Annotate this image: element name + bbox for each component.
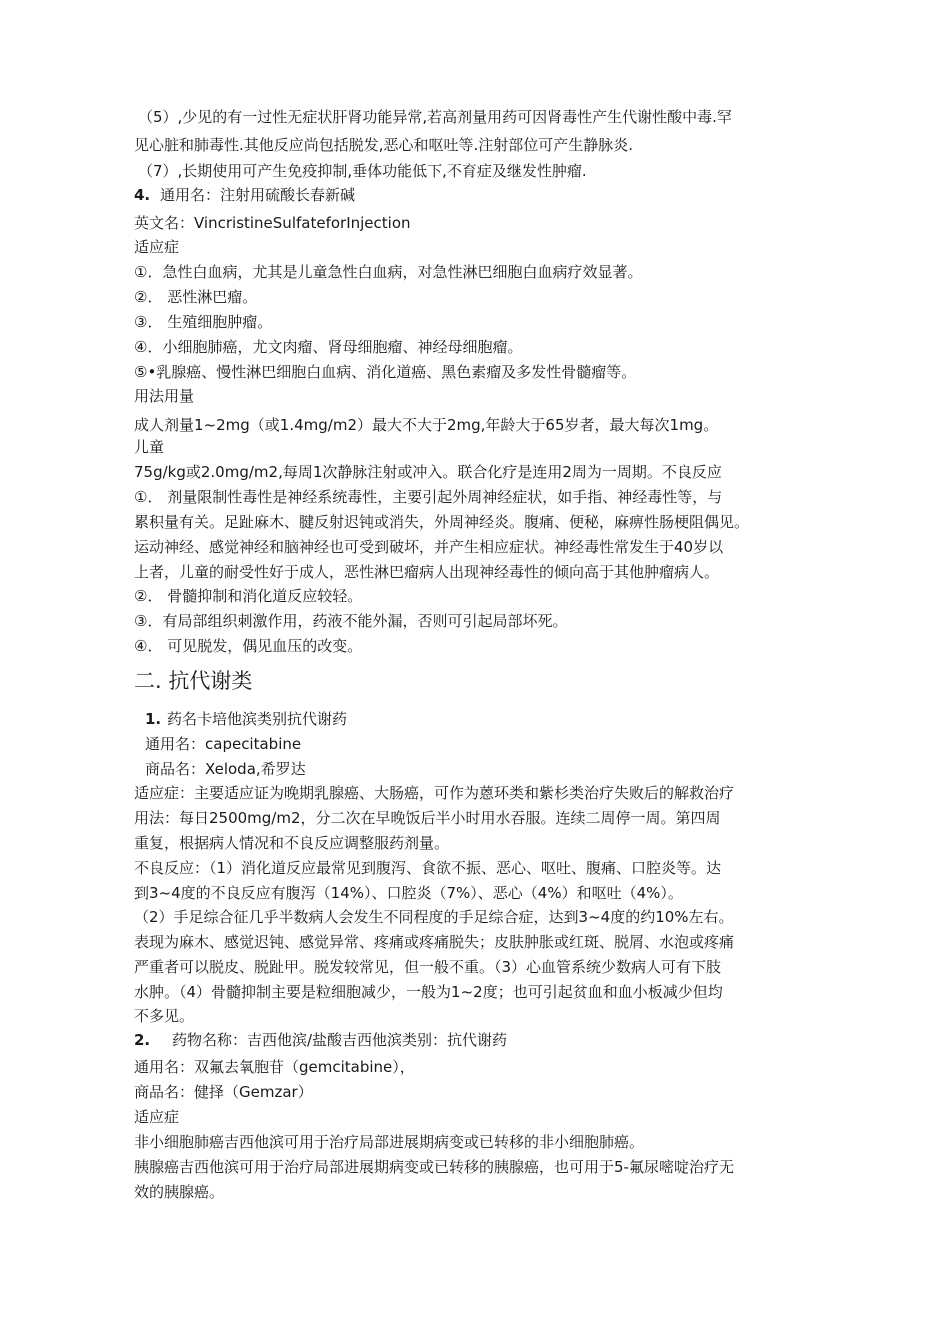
- list-item: ③．有局部组织刺激作用，药液不能外漏，否则可引起局部坏死。: [134, 612, 568, 630]
- text-line: 上者，儿童的耐受性好于成人，恶性淋巴瘤病人出现神经毒性的倾向高于其他肿瘤病人。: [134, 563, 720, 581]
- list-item: ①．急性白血病，尤其是儿童急性白血病，对急性淋巴细胞白血病疗效显著。: [134, 263, 643, 281]
- item-number: 4.: [134, 186, 151, 204]
- item-number: 1.: [145, 710, 162, 728]
- text-line: （5）,少见的有一过性无症状肝肾功能异常,若高剂量用药可因肾毒性产生代谢性酸中毒.罕: [138, 108, 732, 126]
- list-item: ⑤•乳腺癌、慢性淋巴细胞白血病、消化道癌、黑色素瘤及多发性骨髓瘤等。: [134, 363, 637, 381]
- text-line: 英文名：VincristineSulfateforInjection: [134, 214, 411, 232]
- list-item: ③． 生殖细胞肿瘤。: [134, 313, 273, 331]
- text-line: 不良反应：（1）消化道反应最常见到腹泻、食欲不振、恶心、呕吐、腹痛、口腔炎等。达: [134, 859, 722, 877]
- chapter-heading: 二. 抗代谢类: [134, 669, 253, 693]
- section-heading: [134, 1030, 507, 1050]
- text-line: 效的胰腺癌。: [134, 1183, 225, 1201]
- section-heading: [134, 185, 355, 205]
- text-line: 用法：每日2500mg/m2，分二次在早晚饭后半小时用水吞服。连续二周停一周。第四周: [134, 809, 721, 827]
- text-line: 水肿。（4）骨髓抑制主要是粒细胞减少，一般为1~2度；也可引起贫血和血小板减少但均: [134, 983, 723, 1001]
- text-line: 用法用量: [134, 387, 195, 405]
- text-line: （2）手足综合征几乎半数病人会发生不同程度的手足综合症，达到3~4度的约10%左右。: [134, 908, 734, 926]
- text-line: 成人剂量1~2mg（或1.4mg/m2）最大不大于2mg,年龄大于65岁者，最大每次1mg。: [134, 416, 719, 434]
- text-line: 儿童: [134, 438, 165, 456]
- list-item: ④．小细胞肺癌，尤文肉瘤、肾母细胞瘤、神经母细胞瘤。: [134, 338, 523, 356]
- text-line: 运动神经、感觉神经和脑神经也可受到破坏，并产生相应症状。神经毒性常发生于40岁以: [134, 538, 724, 556]
- text-line: 适应症: [134, 238, 180, 256]
- text-line: 表现为麻木、感觉迟钝、感觉异常、疼痛或疼痛脱失；皮肤肿胀或红斑、脱屑、水泡或疼痛: [134, 933, 735, 951]
- text-line: （7）,长期使用可产生免疫抑制,垂体功能低下,不育症及继发性肿瘤.: [138, 162, 587, 180]
- text-line: 到3~4度的不良反应有腹泻（14%）、口腔炎（7%）、恶心（4%）和呕吐（4%）。: [134, 884, 683, 902]
- text-line: 通用名：双氟去氧胞苷（gemcitabine），: [134, 1058, 415, 1076]
- item-number: 2.: [134, 1031, 151, 1049]
- text-line: 非小细胞肺癌吉西他滨可用于治疗局部进展期病变或已转移的非小细胞肺癌。: [134, 1133, 645, 1151]
- list-item: ②． 骨髓抑制和消化道反应较轻。: [134, 587, 363, 605]
- text-line: 胰腺癌吉西他滨可用于治疗局部进展期病变或已转移的胰腺癌，也可用于5-氟尿嘧啶治疗无: [134, 1158, 734, 1176]
- text-line: 商品名：Xeloda,希罗达: [145, 760, 306, 778]
- list-item: ①． 剂量限制性毒性是神经系统毒性，主要引起外周神经症状，如手指、神经毒性等，与: [134, 488, 723, 506]
- text-line: 不多见。: [134, 1007, 195, 1025]
- text-line: 商品名：健择（Gemzar）: [134, 1083, 313, 1101]
- section-heading: [145, 709, 347, 729]
- text-line: 严重者可以脱皮、脱趾甲。脱发较常见，但一般不重。（3）心血管系统少数病人可有下肢: [134, 958, 722, 976]
- heading-text: 药名卡培他滨类别抗代谢药: [167, 710, 348, 728]
- text-line: 通用名：capecitabine: [145, 735, 302, 753]
- text-line: 适应症：主要适应证为晚期乳腺癌、大肠癌，可作为蒽环类和紫杉类治疗失败后的解救治疗: [134, 784, 735, 802]
- text-line: 适应症: [134, 1108, 180, 1126]
- heading-text: 药物名称：吉西他滨/盐酸吉西他滨类别：抗代谢药: [172, 1031, 508, 1049]
- list-item: ④． 可见脱发，偶见血压的改变。: [134, 637, 363, 655]
- text-line: 75g/kg或2.0mg/m2,每周1次静脉注射或冲入。联合化疗是连用2周为一周期。不良反应: [134, 463, 722, 481]
- list-item: ②． 恶性淋巴瘤。: [134, 288, 258, 306]
- text-line: 见心脏和肺毒性.其他反应尚包括脱发,恶心和呕吐等.注射部位可产生静脉炎.: [134, 136, 634, 154]
- heading-text: 通用名：注射用硫酸长春新碱: [160, 186, 356, 204]
- text-line: 重复，根据病人情况和不良反应调整服药剂量。: [134, 834, 450, 852]
- text-line: 累积量有关。足趾麻木、腱反射迟钝或消失，外周神经炎。腹痛、便秘，麻痹性肠梗阻偶见。: [134, 513, 750, 531]
